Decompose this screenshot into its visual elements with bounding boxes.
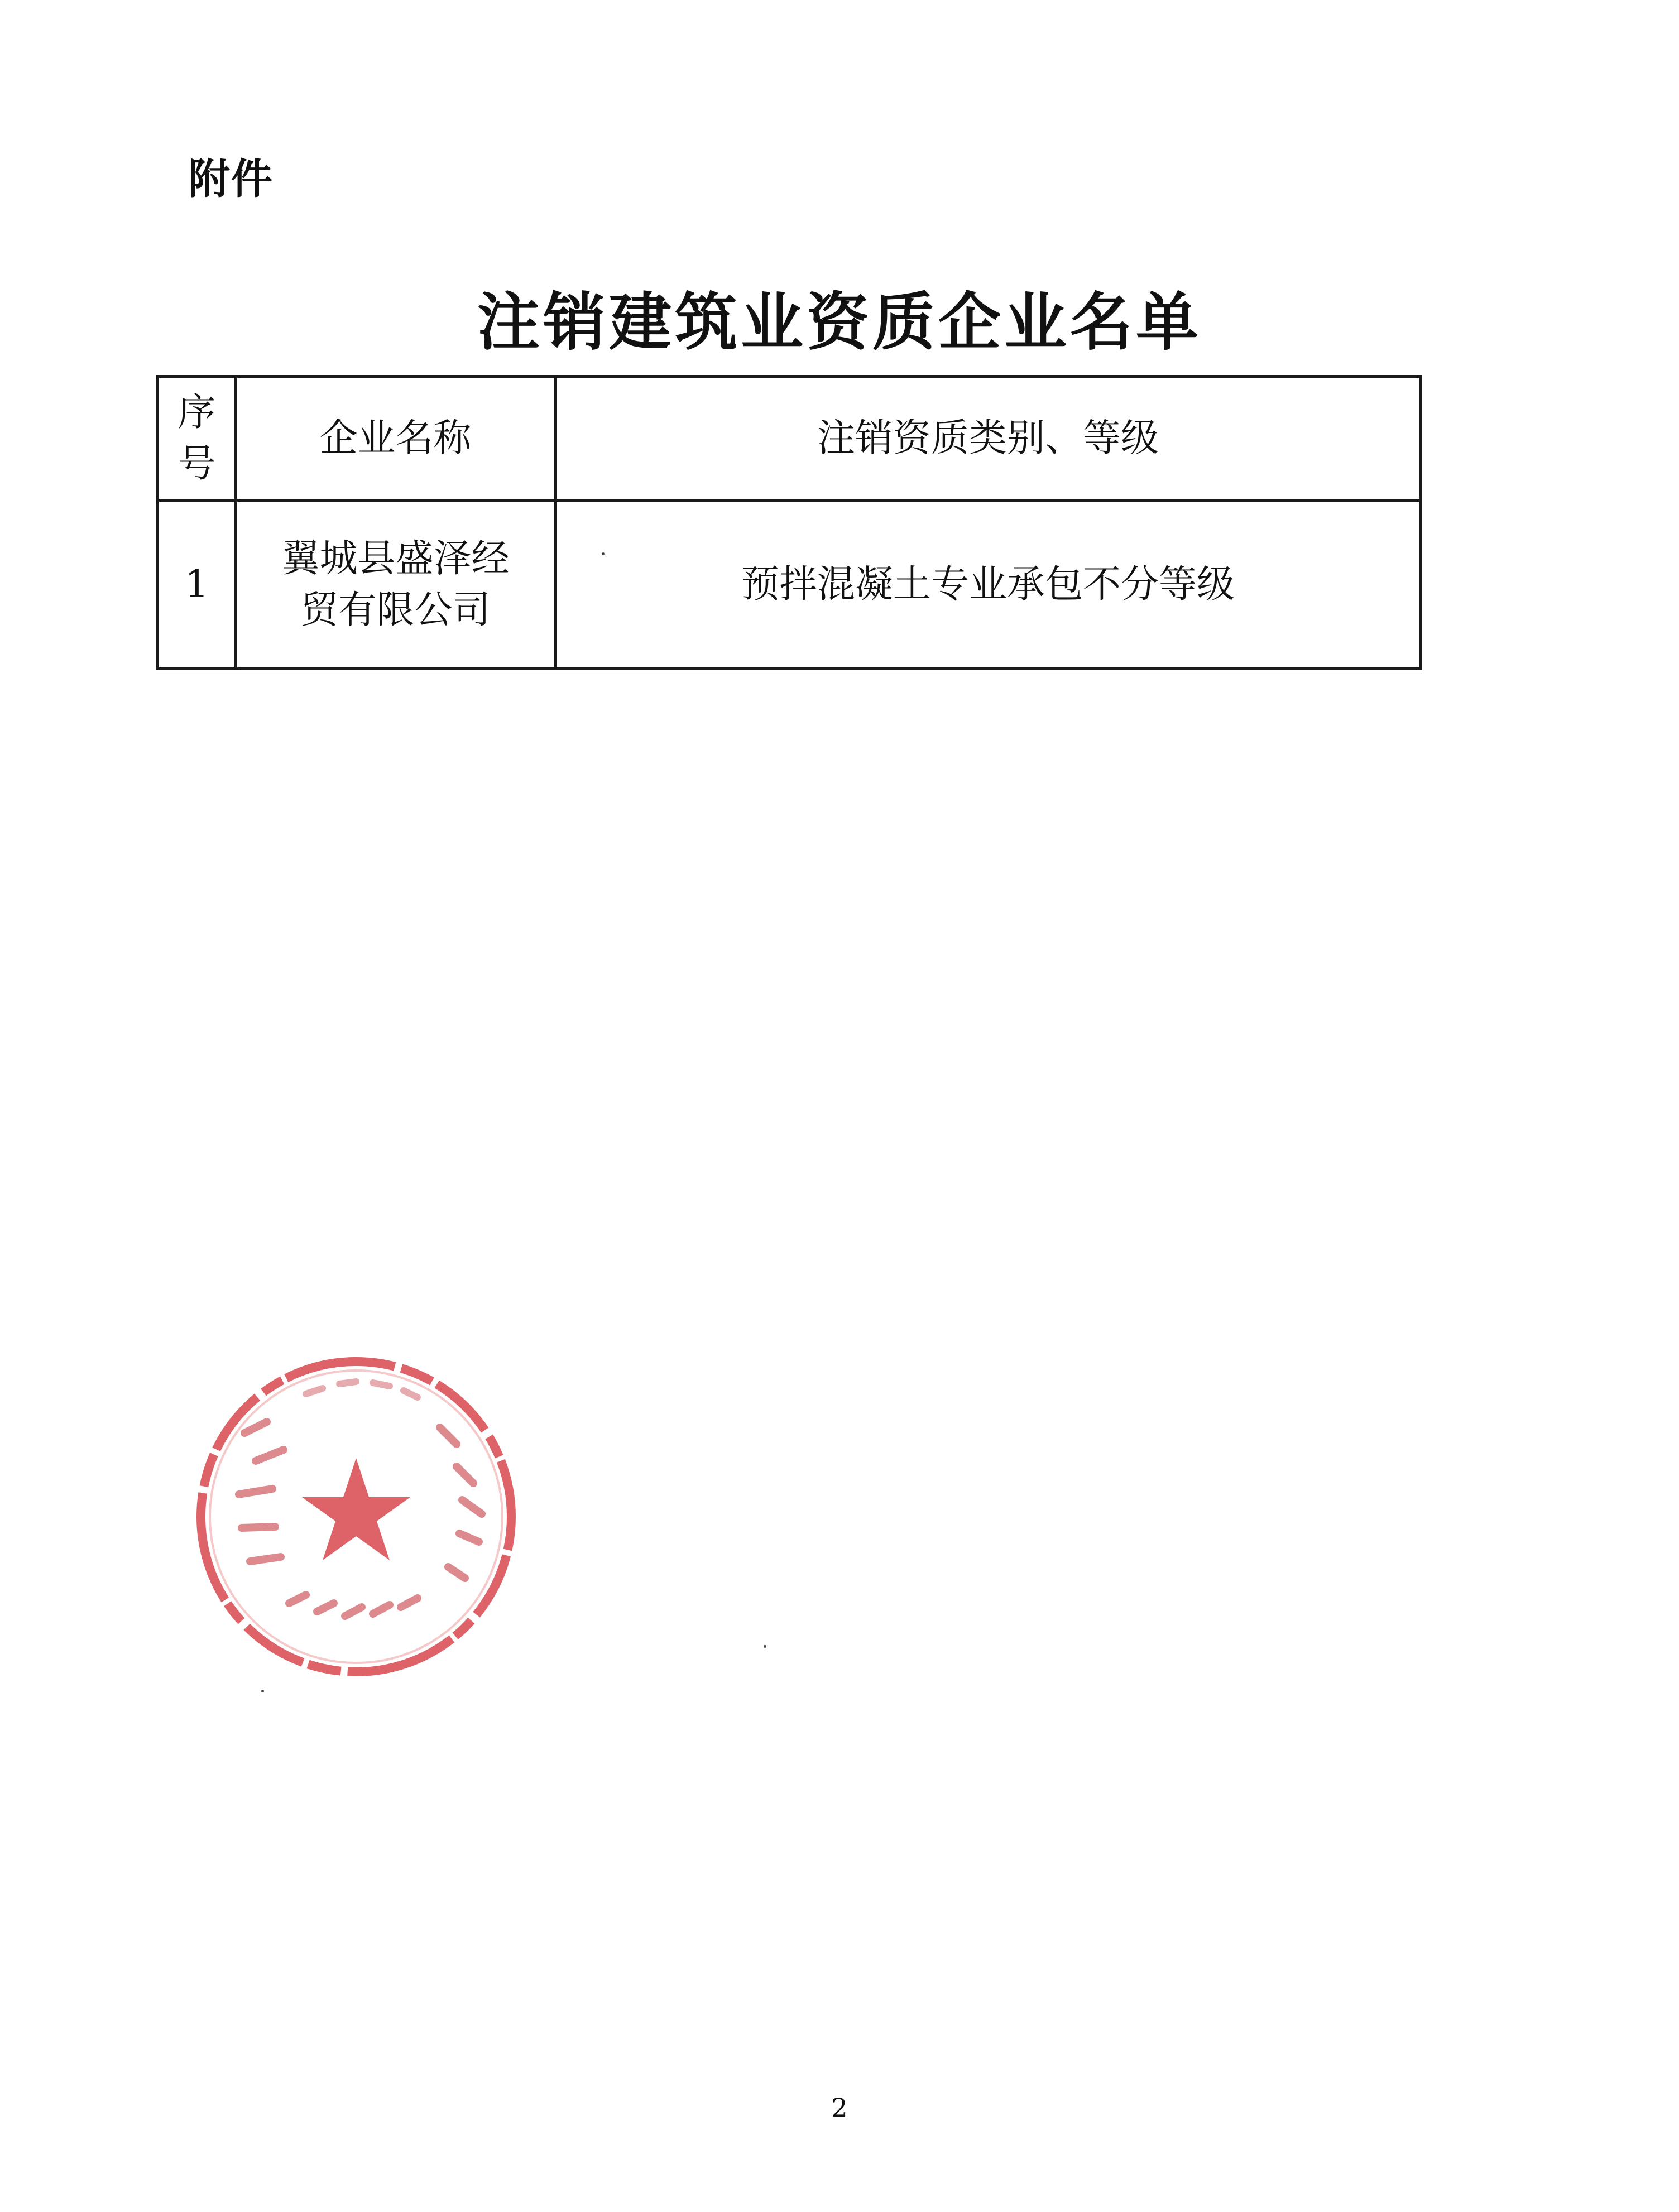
scan-speck [602, 552, 605, 555]
row-index: 1 [158, 501, 236, 669]
official-seal-star-icon [178, 1349, 524, 1684]
attachment-label: 附件 [189, 155, 274, 203]
column-header-qualification: 注销资质类别、等级 [555, 377, 1421, 501]
column-header-index: 序号 [158, 377, 236, 501]
row-qualification: 预拌混凝土专业承包不分等级 [555, 501, 1421, 669]
deregistration-table [156, 375, 1422, 670]
scan-speck [261, 1690, 264, 1692]
row-company-name: 翼城县盛泽经贸有限公司 [236, 501, 555, 669]
page-number: 2 [831, 2093, 848, 2123]
scan-speck [764, 1645, 766, 1648]
table-row [158, 501, 1421, 669]
document-title: 注销建筑业资质企业名单 [477, 286, 1202, 359]
table-header-row [158, 377, 1421, 501]
column-header-company: 企业名称 [236, 377, 555, 501]
